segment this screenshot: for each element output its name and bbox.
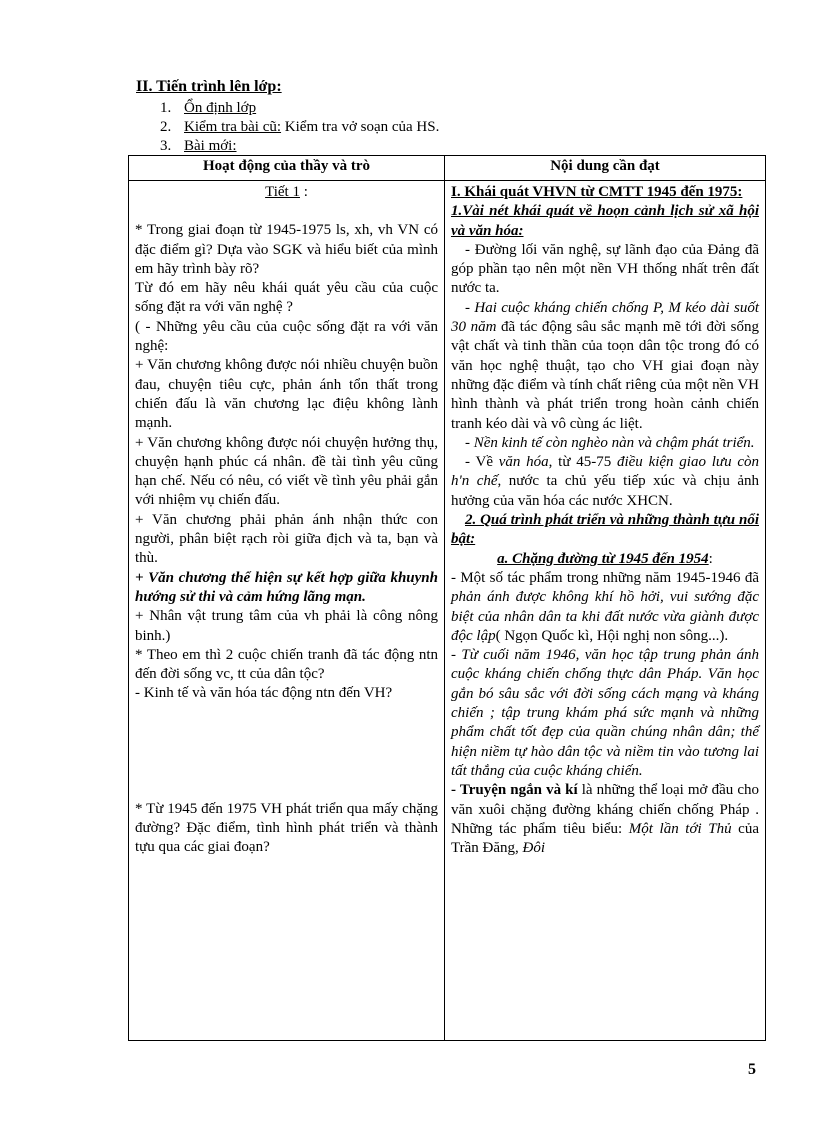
content-cell xyxy=(445,181,766,1041)
lesson-period xyxy=(135,183,438,202)
question-2: Từ đó em hãy nêu khái quát yêu cầu của cuộc sống đặt ra với văn nghệ ? xyxy=(135,280,438,316)
content-subheading-2 xyxy=(451,550,759,569)
step-item xyxy=(160,99,439,118)
page-number: 5 xyxy=(748,1061,756,1078)
answer-point: + Văn chương không được nói chuyện hưởng thụ, chuyện hạnh phúc cá nhân. đề tài tình yêu cũng hạn chế. Nếu có nêu, có viết về tình yêu phải gắn với nhiệm vụ chiến đấu. xyxy=(135,434,438,509)
step-number: 3. xyxy=(160,138,172,154)
text-italic: - Hai cuộc kháng chiến chống P, M kéo dài suốt 30 năm xyxy=(451,299,759,336)
content-paragraph xyxy=(451,781,759,858)
step-number: 1. xyxy=(160,100,172,116)
header-content: Nội dung cần đạt xyxy=(445,156,766,181)
content-subheading-1: 1.Vài nét khái quát về hoọn cảnh lịch sử xã hội và văn hóa: xyxy=(451,203,759,239)
content-heading-2: 2. Quá trình phát triển và những thành tựu nổi bật: xyxy=(451,512,759,548)
question-5: * Từ 1945 đến 1975 VH phát triển qua mấy chặng đường? Đặc điểm, tình hình phát triển và thành tựu qua các giai đoạn? xyxy=(135,800,438,856)
period-suffix: : xyxy=(299,184,308,200)
text-bold: - Truyện ngắn và kí xyxy=(451,782,578,799)
content-paragraph: - Nền kinh tế còn nghèo nàn và chậm phát triển. xyxy=(465,434,755,451)
content-paragraph xyxy=(451,453,759,511)
text-plain: , nước ta chủ yếu tiếp xúc và chịu ảnh hưởng của văn hóa các nước XHCN. xyxy=(451,473,759,509)
step-item xyxy=(160,137,439,156)
content-paragraph: - Đường lối văn nghệ, sự lãnh đạo của Đảng đã góp phần tạo nên một nền VH thống nhất trên đất nước ta. xyxy=(451,241,759,297)
answer-point: + Văn chương phải phản ánh nhận thức con người, phân biệt rạch ròi giữa địch và ta, bạn và thù. xyxy=(135,511,438,567)
text-bold-italic: a. Chặng đường từ 1945 đến 1954 xyxy=(497,550,709,567)
text-italic: Một lần tới Thủ xyxy=(628,820,732,837)
answer-intro: ( - Những yêu cầu của cuộc sống đặt ra với văn nghệ: xyxy=(135,318,438,355)
lesson-table xyxy=(128,155,766,1041)
content-heading-1: I. Khái quát VHVN từ CMTT 1945 đến 1975: xyxy=(451,184,743,200)
text-plain: : xyxy=(708,550,713,567)
content-paragraph: - Từ cuối năm 1946, văn học tập trung phản ánh cuộc kháng chiến chống thực dân Pháp. Văn học gắn bó sâu sắc với đời sống cách mạng và kháng chiến ; tập trung khám phá sức mạnh và những phẩm chất tốt đẹp của quần chúng nhân dân; thể hiện niềm tự hào dân tộc và niềm tin vào tương lai tất thắng của cuộc kháng chiến. xyxy=(451,647,759,779)
step-label: Bài mới: xyxy=(184,138,237,154)
answer-point: + Văn chương không được nói nhiều chuyện buồn đau, chuyện tiêu cực, phản ánh tổn thất trong chiến đấu là văn chương lạc điệu không lành mạnh. xyxy=(135,357,438,432)
text-plain: là những thể loại mở đầu cho văn xuôi chặng đường kháng chiến chống Pháp . Những tác phẩm tiêu biểu: xyxy=(451,782,759,837)
text-plain: - Một số tác phẩm trong những năm 1945-1946 đã xyxy=(451,569,759,586)
question-3: * Theo em thì 2 cuộc chiến tranh đã tác động ntn đến đời sống vc, tt của dân tộc? xyxy=(135,646,438,683)
table-row xyxy=(129,181,766,1041)
content-paragraph xyxy=(451,569,759,646)
text-plain: của Trần Đăng, xyxy=(451,820,759,857)
lesson-steps xyxy=(160,99,439,156)
answer-point-emphasis: + Văn chương thể hiện sự kết hợp giữa khuynh hướng sử thi và cảm hứng lãng mạn. xyxy=(135,569,438,605)
text-plain: - Về xyxy=(465,454,499,471)
table-header-row xyxy=(129,156,766,181)
text-italic: phản ánh được không khí hồ hởi, vui sướng đặc biệt của nhân dân ta khi đất nước vừa giành được độc lập xyxy=(451,589,759,644)
period-label: Tiết 1 xyxy=(265,184,300,200)
step-number: 2. xyxy=(160,119,172,135)
step-item xyxy=(160,118,439,137)
step-label: Ổn định lớp xyxy=(184,100,257,116)
text-italic: Đôi xyxy=(522,840,546,857)
activities-cell xyxy=(129,181,445,1041)
section-title: II. Tiến trình lên lớp: xyxy=(136,78,282,95)
text-italic: văn hóa xyxy=(498,454,549,471)
step-rest: Kiểm tra vở soạn của HS. xyxy=(281,119,440,135)
text-plain: ( Ngọn Quốc kì, Hội nghị non sông...). xyxy=(495,627,729,644)
header-activities: Hoạt động của thầy và trò xyxy=(129,156,445,181)
content-paragraph xyxy=(451,299,759,434)
text-plain: đã tác động sâu sắc mạnh mẽ tới đời sống vật chất và tinh thần của toọn dân tộc trong đó có văn học nghệ thuật, tạo cho VH giai đoạn này những đặc điểm và tính chất riêng của một nền VH hình thành và phát triển trong hoàn cảnh chiến tranh kéo dài và vô cùng ác liệt. xyxy=(451,319,759,432)
question-4: - Kinh tế và văn hóa tác động ntn đến VH? xyxy=(135,685,393,702)
answer-point: + Nhân vật trung tâm của vh phải là công nông binh.) xyxy=(135,608,438,644)
text-plain: , từ 45-75 xyxy=(548,454,617,471)
text-italic: điều kiện giao lưu còn h'n chế xyxy=(451,454,759,490)
question-1: * Trong giai đoạn từ 1945-1975 ls, xh, vh VN có đặc điểm gì? Dựa vào SGK và hiểu biết của mình em hãy trình bày rõ? xyxy=(135,222,438,277)
step-label: Kiểm tra bài cũ: xyxy=(184,119,282,135)
